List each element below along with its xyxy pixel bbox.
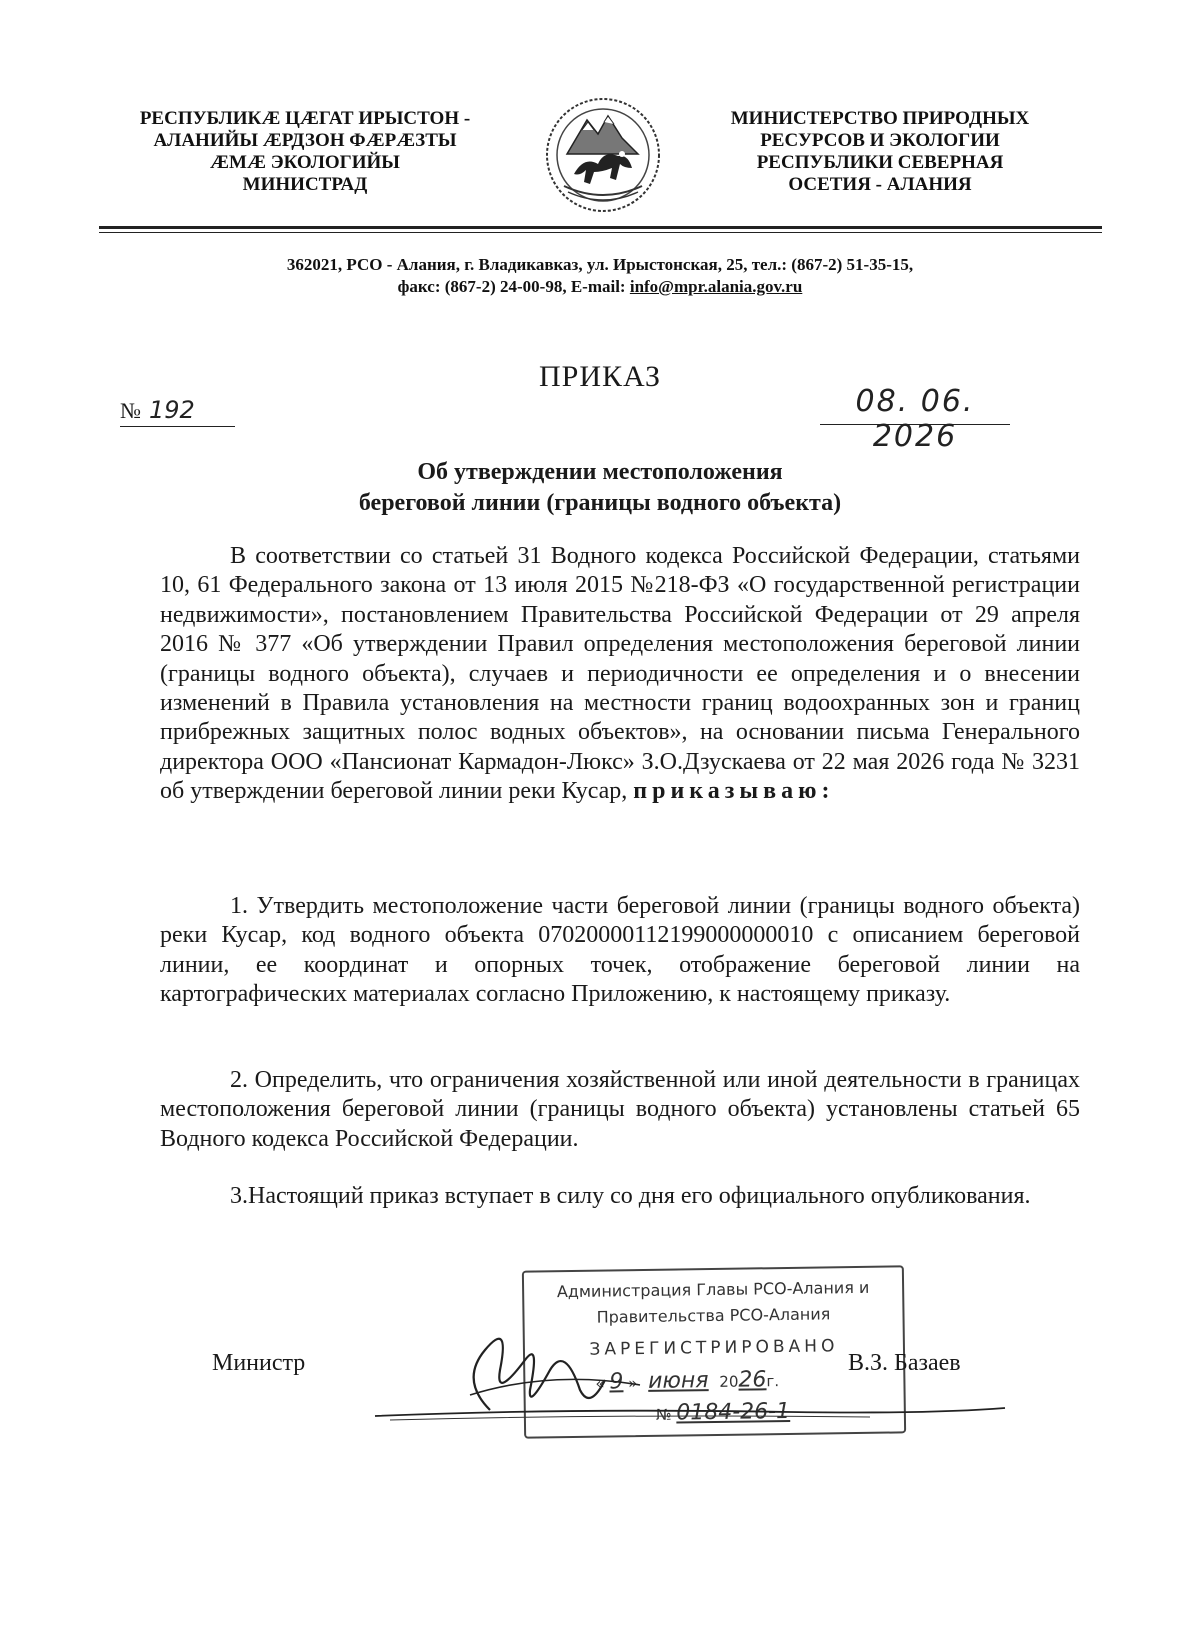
order-number-value: 192 bbox=[149, 396, 195, 424]
header-right-line: ОСЕТИЯ - АЛАНИЯ bbox=[788, 174, 972, 195]
subject-line-1: Об утверждении местоположения bbox=[417, 459, 783, 485]
header-divider-thick bbox=[99, 226, 1102, 229]
address-line-2 bbox=[0, 276, 1200, 298]
header-left-line: АЛАНИЙЫ ÆРДЗОН ФÆРÆЗТЫ bbox=[153, 130, 457, 151]
signatory-position: Министр bbox=[212, 1350, 306, 1376]
stamp-year-suffix: 26 bbox=[738, 1367, 767, 1393]
subject-line-2: береговой линии (границы водного объекта) bbox=[358, 490, 842, 516]
order-item-3 bbox=[160, 1182, 1080, 1211]
stamp-quote-close: » bbox=[628, 1374, 638, 1393]
order-item-1 bbox=[160, 892, 1080, 1010]
order-date: 08. 06. 2026 bbox=[820, 384, 1010, 425]
document-title: ПРИКАЗ bbox=[539, 360, 661, 393]
email-link[interactable]: info@mpr.alania.gov.ru bbox=[629, 277, 803, 296]
stamp-day: 9 bbox=[609, 1369, 624, 1395]
stamp-quote-open: « bbox=[595, 1374, 605, 1393]
number-label: № bbox=[120, 398, 141, 423]
order-item-3-text: 3.Настоящий приказ вступает в силу со дня его официального опубликования. bbox=[230, 1183, 1031, 1209]
order-item-2 bbox=[160, 1066, 1080, 1154]
header-right-line: РЕСУРСОВ И ЭКОЛОГИИ bbox=[760, 130, 1000, 151]
order-number bbox=[120, 396, 235, 427]
stamp-reg-value: 0184-26-1 bbox=[676, 1398, 791, 1426]
header-left-line: ÆМÆ ЭКОЛОГИЙЫ bbox=[210, 152, 400, 173]
order-item-1-text: 1. Утвердить местоположение части береговой линии (границы водного объекта) реки Кусар, код водного объекта 07020000112199000000010 с описанием береговой линии, ее координат и опорных точек, отображение береговой линии на картографических материалах согласно Приложению, к настоящему приказу. bbox=[160, 893, 1080, 1008]
address-fax: факс: (867-2) 24-00-98, E-mail: bbox=[397, 277, 630, 296]
coat-of-arms-icon bbox=[542, 94, 664, 216]
stamp-registered: ЗАРЕГИСТРИРОВАНО bbox=[589, 1336, 839, 1360]
address-line-1: 362021, РСО - Алания, г. Владикавказ, ул. Ирыстонская, 25, тел.: (867-2) 51-35-15, bbox=[286, 255, 914, 274]
orders-word: приказываю: bbox=[633, 778, 835, 805]
order-item-2-text: 2. Определить, что ограничения хозяйственной или иной деятельности в границах местоположения береговой линии (границы водного объекта) установлены статьей 65 Водного кодекса Российской Федерации. bbox=[160, 1067, 1080, 1152]
header-right-line: РЕСПУБЛИКИ СЕВЕРНАЯ bbox=[756, 152, 1004, 173]
stamp-line-2: Правительства РСО-Алания bbox=[596, 1304, 831, 1327]
header-left bbox=[110, 108, 500, 196]
stamp-line-1: Администрация Главы РСО-Алания и bbox=[556, 1277, 870, 1302]
header-left-line: МИНИСТРАД bbox=[242, 174, 368, 195]
header-right bbox=[690, 108, 1070, 196]
stamp-year-unit: г. bbox=[766, 1372, 780, 1391]
header-right-line: МИНИСТЕРСТВО ПРИРОДНЫХ bbox=[730, 108, 1030, 129]
header-left-line: РЕСПУБЛИКÆ ЦÆГАТ ИРЫСТОН - bbox=[139, 108, 471, 129]
header-divider-thin bbox=[99, 232, 1102, 233]
stamp-month: июня bbox=[647, 1368, 709, 1394]
signature-underline bbox=[370, 1400, 1010, 1424]
stamp-reg-label: № bbox=[655, 1405, 672, 1424]
stamp-year-prefix: 20 bbox=[719, 1372, 739, 1391]
preamble-text: В соответствии со статьей 31 Водного кодекса Российской Федерации, статьями 10, 61 Федерального закона от 13 июля 2015 №218-ФЗ «О государственной регистрации недвижимости», постановлением Правительства Российской Федерации от 29 апреля 2016 № 377 «Об утверждении Правил определения местоположения береговой линии (границы водного объекта), случаев и периодичности ее определения и о внесении изменений в Правила установления на местности границ водоохранных зон и границ прибрежных защитных полос водных объектов», на основании письма Генерального директора ООО «Пансионат Кармадон-Люкс» З.О.Дзускаева от 22 мая 2026 года № 3231 об утверждении береговой линии реки Кусар, bbox=[160, 543, 1080, 805]
preamble-paragraph bbox=[160, 542, 1080, 807]
signatory-name: В.З. Базаев bbox=[848, 1350, 961, 1376]
